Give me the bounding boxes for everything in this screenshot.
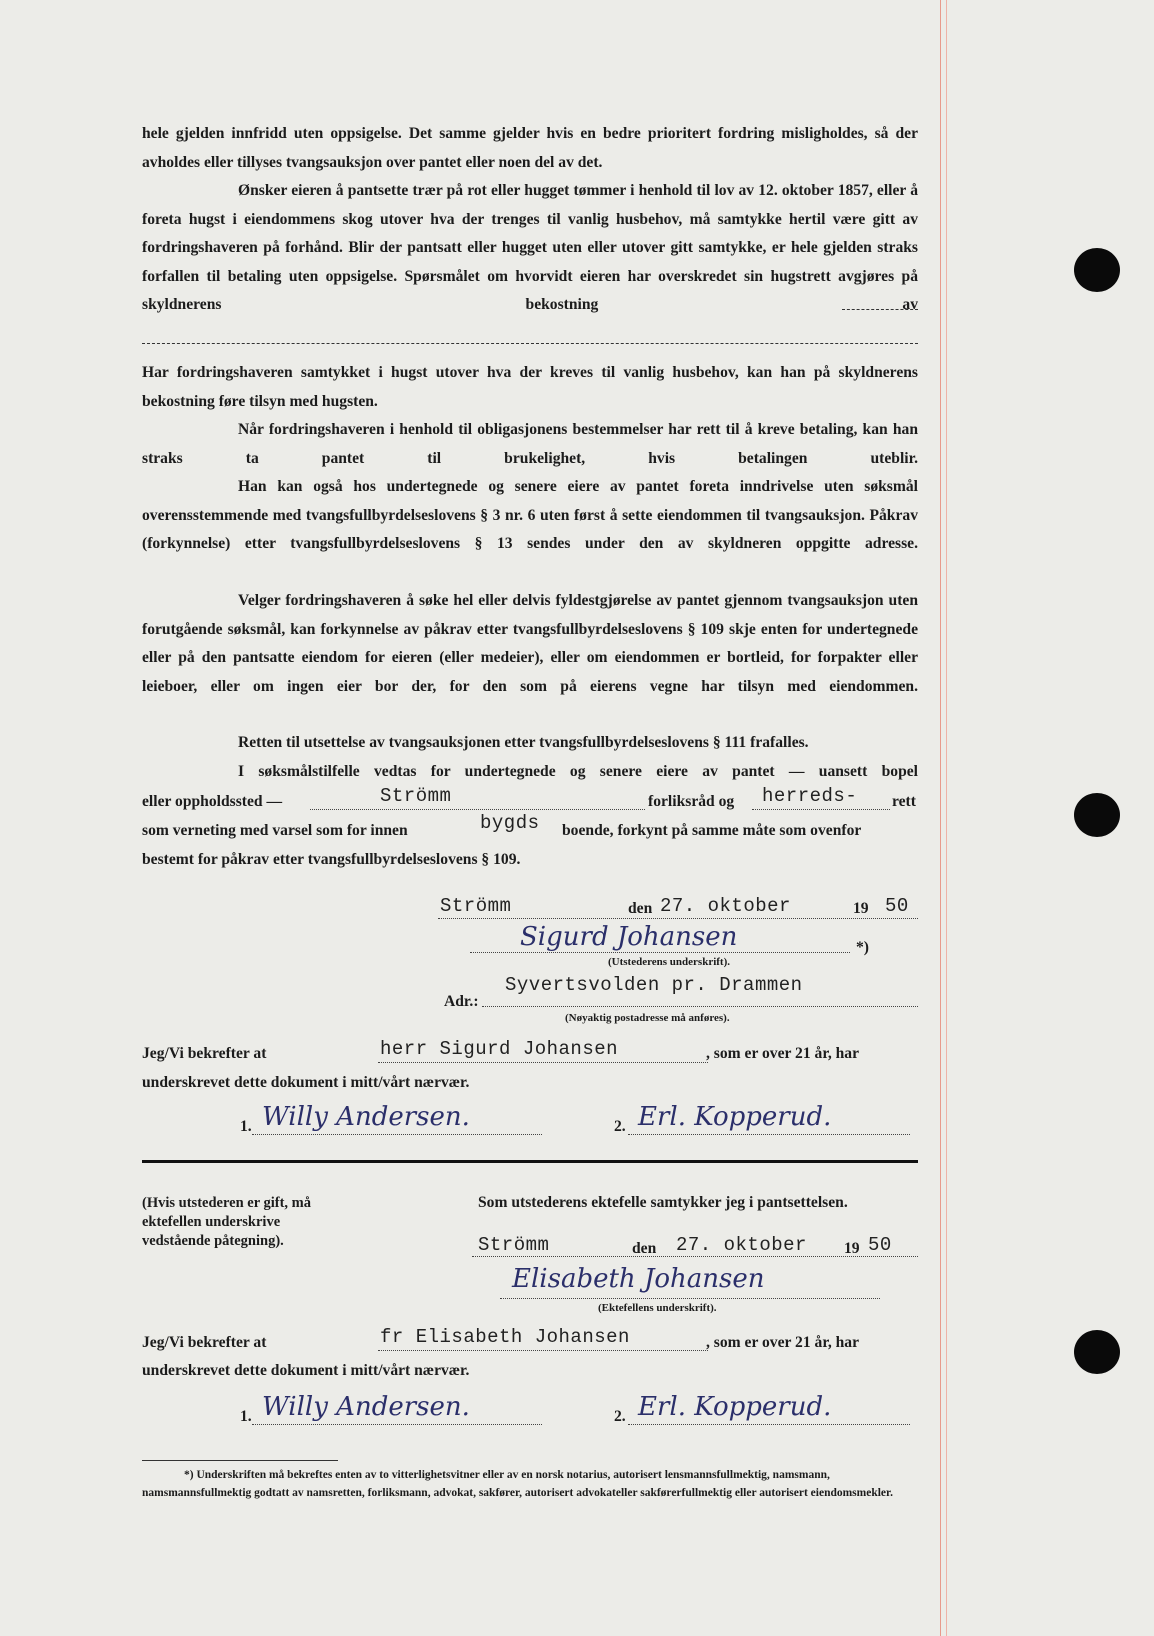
witness-signature: Erl. Kopperud. (638, 1102, 832, 1132)
margin-rule (940, 0, 941, 1636)
footnote-marker: *) (856, 939, 869, 956)
paragraph-collection: Han kan også hos undertegnede og senere eiere av pantet foreta inndrivelse uten søksmål overensstemmende med tvangsfullbyrdelseslovens § 3 nr. 6 uten først å sette eiendommen til tvangsauksjon. Påkrav (forkynnelse) etter tvangsfullbyrdelseslovens § 13 sendes under den av skyldneren oppgitte adresse. (142, 478, 918, 552)
venue-text: boende, forkynt på samme måte som ovenfor (562, 822, 862, 839)
witness-confirm: , som er over 21 år, har (706, 1045, 860, 1062)
spouse-place: Strömm (478, 1234, 550, 1256)
witness-number: 1. (240, 1408, 252, 1425)
spouse-note: (Hvis utstederen er gift, må ektefellen underskrive vedstående påtegning). (142, 1195, 312, 1249)
witness-confirm: Jeg/Vi bekrefter at (142, 1334, 267, 1351)
punch-hole (1074, 793, 1120, 837)
spouse-den: den (632, 1240, 657, 1257)
paragraph-venue: I søksmålstilfelle vedtas for undertegnede og senere eiere av pantet — uansett bopel (238, 763, 918, 780)
witness-signature: Erl. Kopperud. (638, 1392, 832, 1422)
issuer-year-prefix: 19 (853, 900, 869, 917)
witness-number: 1. (240, 1118, 252, 1135)
issuer-date: 27. oktober (660, 895, 791, 917)
venue-text: som verneting med varsel som for innen (142, 822, 408, 839)
witness-number: 2. (614, 1408, 626, 1425)
venue-text: forliksråd og (648, 793, 735, 810)
fill-line (752, 809, 890, 810)
witness-signature: Willy Andersen. (262, 1102, 470, 1132)
paragraph-payment: Når fordringshaveren i henhold til obligasjonens bestemmelser har rett til å kreve betaling, kan han straks ta pantet til brukelighet, hvis betalingen uteblir. (142, 421, 918, 467)
venue-text: eller oppholdssted — (142, 793, 283, 810)
footnote: *) Underskriften må bekreftes enten av to vitterlighetsvitner eller av en norsk notarius, autorisert lensmannsfullmektig, namsmann, namsmannsfullmektig godtatt av namsretten, forliksmann, advokat, sakfører, autorisert advokateller sakførerfullmektig eller autorisert eiendomsmekler. (142, 1469, 893, 1499)
venue-text: rett (892, 793, 916, 810)
witness-confirm: Jeg/Vi bekrefter at (142, 1045, 267, 1062)
paragraph-logging: Ønsker eieren å pantsette trær på rot eller hugget tømmer i henhold til lov av 12. oktober 1857, eller å foreta hugst i eiendommens skog utover hva der trenges til vanlig husbehov, må samtykke hertil være gitt av fordringshaveren på forhånd. Blir der pantsatt eller hugget uten eller utover gitt samtykke, er hele gjelden straks forfallen til betaling uten oppsigelse. Spørsmålet om hvorvidt eieren har overskredet sin hugstrett avgjøres på skyldnerens bekostning av (142, 182, 918, 313)
issuer-address: Syvertsvolden pr. Drammen (505, 974, 803, 996)
issuer-place: Strömm (440, 895, 512, 917)
witness-signature: Willy Andersen. (262, 1392, 470, 1422)
signature-line (252, 1134, 542, 1135)
blank-line (842, 309, 918, 310)
signature-line (470, 952, 850, 953)
paragraph-supervision: Har fordringshaveren samtykket i hugst utover hva der kreves til vanlig husbehov, kan han på skyldnerens bekostning føre tilsyn med hugsten. (142, 364, 918, 410)
punch-hole (1074, 1330, 1120, 1374)
punch-hole (1074, 248, 1120, 292)
spouse-date: 27. oktober (676, 1234, 807, 1256)
venue-text: bestemt for påkrav etter tvangsfullbyrdelseslovens § 109. (142, 851, 521, 868)
spouse-caption: (Ektefellens underskrift). (598, 1302, 717, 1314)
spouse-year-prefix: 19 (844, 1240, 860, 1257)
witness-confirm: underskrevet dette dokument i mitt/vårt nærvær. (142, 1074, 470, 1091)
fill-line (378, 1350, 708, 1351)
issuer-sig-caption: (Utstederens underskrift). (608, 956, 731, 968)
spouse-year: 50 (868, 1234, 892, 1256)
witness-confirm: , som er over 21 år, har (706, 1334, 860, 1351)
spouse-signature: Elisabeth Johansen (512, 1264, 765, 1294)
adr-label: Adr.: (444, 993, 479, 1010)
venue-local: bygds (480, 812, 540, 834)
witness-number: 2. (614, 1118, 626, 1135)
address-line (482, 1006, 918, 1007)
address-caption: (Nøyaktig postadresse må anføres). (565, 1012, 730, 1024)
paragraph-auction: Velger fordringshaveren å søke hel eller delvis fyldestgjørelse av pantet gjennom tvangsauksjon uten forutgående søksmål, kan forkynnelse av påkrav etter tvangsfullbyrdelseslovens § 109 skje enten for undertegnede eller på den pantsatte eiendom for eieren (eller medeier), eller om eiendommen er bortleid, for forpakter eller leieboer, eller om ingen eier bor der, for den som på eierens vegne har tilsyn med eiendommen. (142, 592, 918, 695)
issuer-den: den (628, 900, 653, 917)
witness-confirm: underskrevet dette dokument i mitt/vårt nærvær. (142, 1362, 470, 1379)
signature-line (628, 1424, 910, 1425)
signature-line (628, 1134, 910, 1135)
issuer-signature: Sigurd Johansen (520, 922, 738, 952)
signature-line (252, 1424, 542, 1425)
fill-line (310, 809, 645, 810)
spouse-consent: Som utstederens ektefelle samtykker jeg i pantsettelsen. (478, 1194, 848, 1211)
footnote-rule (142, 1460, 338, 1461)
fill-line (378, 1062, 708, 1063)
margin-rule-inner (946, 0, 947, 1636)
paragraph-default: hele gjelden innfridd uten oppsigelse. Det samme gjelder hvis en bedre prioritert fordring misligholdes, så der avholdes eller tillyses tvangsauksjon over pantet eller noen del av det. (142, 125, 918, 171)
section-divider (142, 1160, 918, 1163)
venue-court: herreds- (762, 785, 858, 807)
signature-line (500, 1298, 880, 1299)
witness-confirm-name: herr Sigurd Johansen (380, 1038, 619, 1060)
witness-confirm-name: fr Elisabeth Johansen (380, 1326, 630, 1348)
fill-line (438, 918, 918, 919)
venue-place: Strömm (380, 785, 452, 807)
issuer-year: 50 (885, 895, 909, 917)
paragraph-postponement: Retten til utsettelse av tvangsauksjonen etter tvangsfullbyrdelseslovens § 111 frafalles. (238, 734, 809, 751)
blank-line (142, 343, 918, 344)
